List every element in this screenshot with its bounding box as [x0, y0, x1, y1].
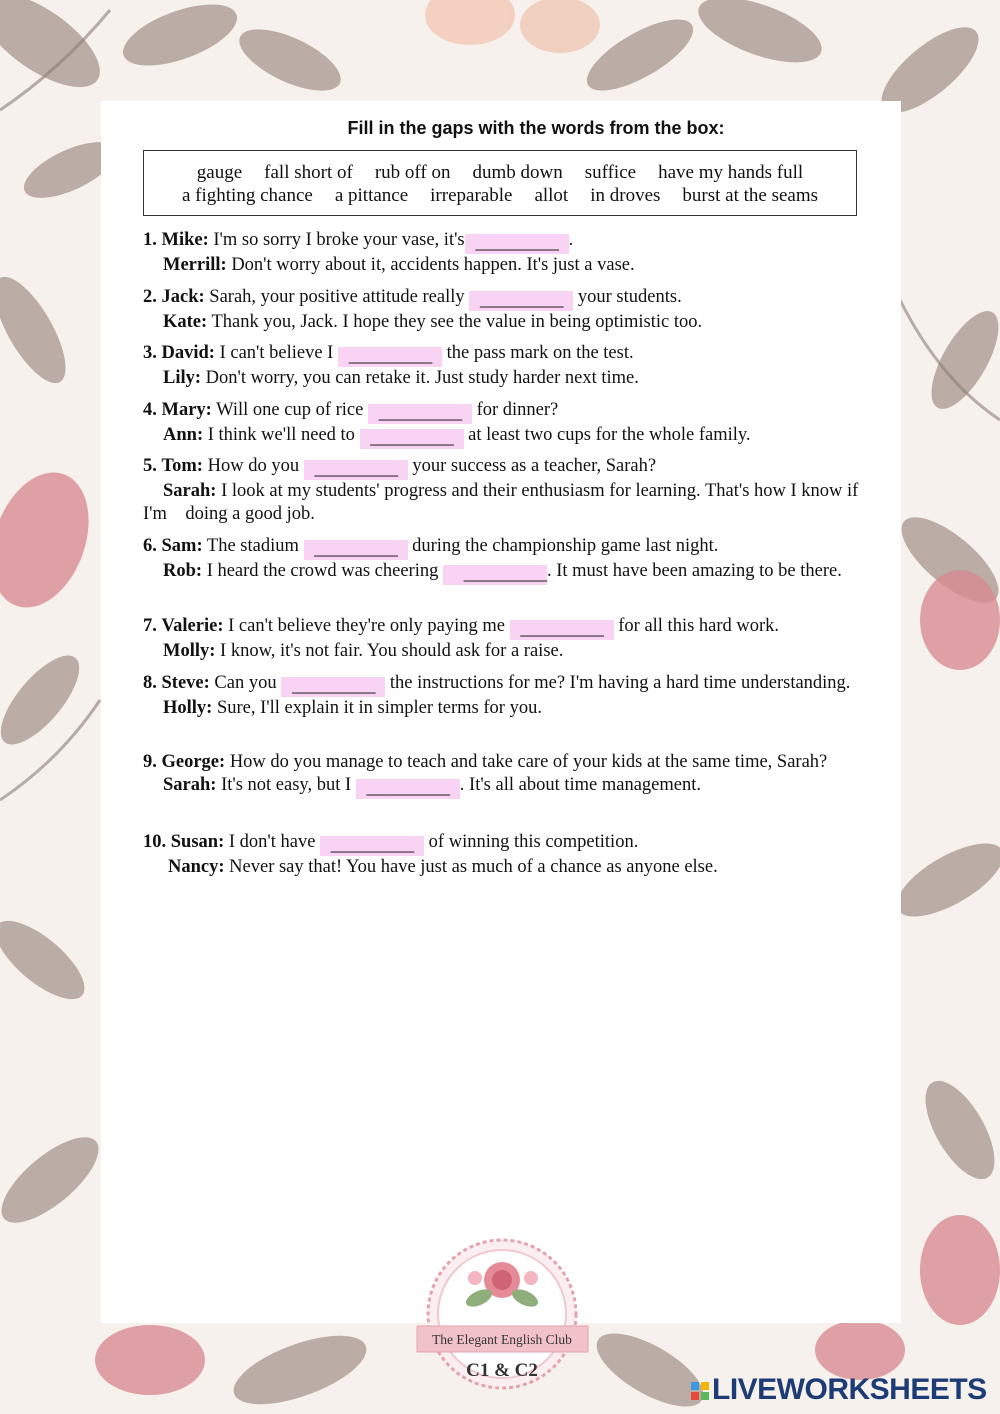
word-option: irreparable	[430, 185, 513, 206]
answer-gap[interactable]: __________	[304, 540, 408, 560]
reply-text: . It must have been amazing to be there.	[546, 561, 842, 581]
question-text: of winning this competition.	[428, 832, 639, 852]
question-text: How do you manage to teach and take care of your kids at the same time, Sarah?	[229, 752, 828, 772]
reply-text: at least two cups for the whole family.	[468, 425, 751, 445]
speaker: Mary:	[161, 400, 212, 420]
question-4	[143, 399, 863, 449]
question-3	[143, 342, 863, 390]
reply-text: I know, it's not fair. You should ask for a raise.	[220, 641, 564, 661]
reply-text: It's not easy, but I	[221, 775, 352, 796]
word-option: have my hands full	[658, 162, 804, 183]
answer-gap[interactable]: __________	[356, 779, 460, 799]
speaker: Merrill:	[163, 255, 227, 275]
word-option: fall short of	[264, 162, 353, 183]
question-text: Sarah, your positive attitude really	[209, 287, 465, 307]
question-number: 9.	[143, 752, 157, 772]
speaker: Steve:	[161, 673, 210, 693]
answer-gap[interactable]: __________	[304, 460, 408, 480]
speaker: Susan:	[170, 832, 225, 852]
question-number: 2.	[143, 287, 157, 307]
logo-title: The Elegant English Club	[432, 1332, 572, 1347]
question-number: 8.	[143, 673, 157, 693]
word-box-row-2	[144, 184, 856, 207]
speaker: George:	[161, 752, 226, 772]
reply-text: I heard the crowd was cheering	[206, 561, 439, 581]
reply-text: I look at my students' progress and their enthusiasm for learning. That's how I know if I'm doing a good job.	[143, 481, 863, 525]
question-9	[143, 751, 863, 799]
question-number: 10.	[143, 832, 167, 852]
answer-gap[interactable]: __________	[510, 620, 614, 640]
page-title: Fill in the gaps with the words from the box:	[347, 118, 725, 138]
word-option: suffice	[584, 162, 637, 183]
liveworksheets-logo-icon	[690, 1381, 712, 1401]
answer-gap[interactable]: __________	[360, 429, 464, 449]
brand-name: LIVEWORKSHEETS	[712, 1373, 987, 1406]
question-text: the pass mark on the test.	[446, 343, 634, 363]
speaker: Sam:	[161, 536, 203, 556]
question-10	[143, 831, 863, 879]
word-option: allot	[534, 185, 569, 206]
liveworksheets-brand	[690, 1373, 987, 1407]
logo-level: C1 & C2	[466, 1360, 538, 1381]
question-text: I can't believe they're only paying me	[228, 616, 505, 636]
question-number: 7.	[143, 616, 157, 636]
question-7	[143, 615, 863, 663]
answer-gap[interactable]: __________	[368, 404, 472, 424]
question-text: I can't believe I	[219, 343, 334, 363]
speaker: Mike:	[161, 230, 209, 250]
question-text: How do you	[207, 456, 300, 476]
question-5	[143, 455, 863, 527]
answer-gap[interactable]: __________	[320, 836, 424, 856]
question-text: for dinner?	[476, 400, 559, 420]
question-text: I'm so sorry I broke your vase, it's	[213, 230, 465, 250]
answer-gap[interactable]: __________	[281, 677, 385, 697]
question-text: .	[568, 230, 574, 250]
question-text: your students.	[577, 287, 682, 307]
question-number: 3.	[143, 343, 157, 363]
word-option: a fighting chance	[181, 185, 313, 206]
question-number: 6.	[143, 536, 157, 556]
speaker: Valerie:	[161, 616, 224, 636]
speaker: Nancy:	[168, 857, 225, 877]
answer-gap[interactable]: __________	[469, 291, 573, 311]
speaker: Ann:	[163, 425, 204, 445]
reply-text: I think we'll need to	[207, 425, 355, 445]
word-option: a pittance	[334, 185, 409, 206]
club-logo	[415, 1236, 590, 1406]
speaker: Sarah:	[163, 775, 217, 796]
question-number: 1.	[143, 230, 157, 250]
question-text: Will one cup of rice	[216, 400, 364, 420]
question-8	[143, 672, 863, 720]
word-box	[143, 150, 857, 216]
word-box-row-1	[144, 161, 856, 184]
reply-text: . It's all about time management.	[459, 775, 701, 796]
question-number: 5.	[143, 456, 157, 476]
question-6	[143, 535, 863, 585]
question-text: during the championship game last night.	[412, 536, 719, 556]
question-2	[143, 286, 863, 334]
question-1	[143, 229, 863, 277]
speaker: David:	[161, 343, 215, 363]
word-option: rub off on	[374, 162, 451, 183]
question-text: I don't have	[228, 832, 316, 852]
question-text: your success as a teacher, Sarah?	[412, 456, 657, 476]
question-text: The stadium	[206, 536, 299, 556]
reply-text: Never say that! You have just as much of a chance as anyone else.	[229, 857, 718, 877]
question-number: 4.	[143, 400, 157, 420]
speaker: Molly:	[163, 641, 216, 661]
word-option: dumb down	[472, 162, 563, 183]
word-option: in droves	[590, 185, 661, 206]
answer-gap[interactable]: __________	[443, 565, 547, 585]
question-text: the instructions for me? I'm having a hard time understanding.	[389, 673, 851, 693]
reply-text: Don't worry, you can retake it. Just study harder next time.	[205, 368, 639, 388]
speaker: Holly:	[163, 698, 213, 718]
speaker: Sarah:	[163, 481, 217, 501]
question-text: Can you	[214, 673, 277, 693]
question-text: for all this hard work.	[618, 616, 780, 636]
reply-text: Don't worry about it, accidents happen. It's just a vase.	[231, 255, 635, 275]
answer-gap[interactable]: __________	[465, 234, 569, 254]
speaker: Jack:	[161, 287, 205, 307]
word-option: burst at the seams	[682, 185, 819, 206]
speaker: Kate:	[163, 312, 208, 332]
speaker: Rob:	[163, 561, 203, 581]
speaker: Tom:	[161, 456, 203, 476]
answer-gap[interactable]: __________	[338, 347, 442, 367]
reply-text: Thank you, Jack. I hope they see the value in being optimistic too.	[211, 312, 703, 332]
speaker: Lily:	[163, 368, 202, 388]
word-option: gauge	[196, 162, 243, 183]
reply-text: Sure, I'll explain it in simpler terms for you.	[216, 698, 542, 718]
